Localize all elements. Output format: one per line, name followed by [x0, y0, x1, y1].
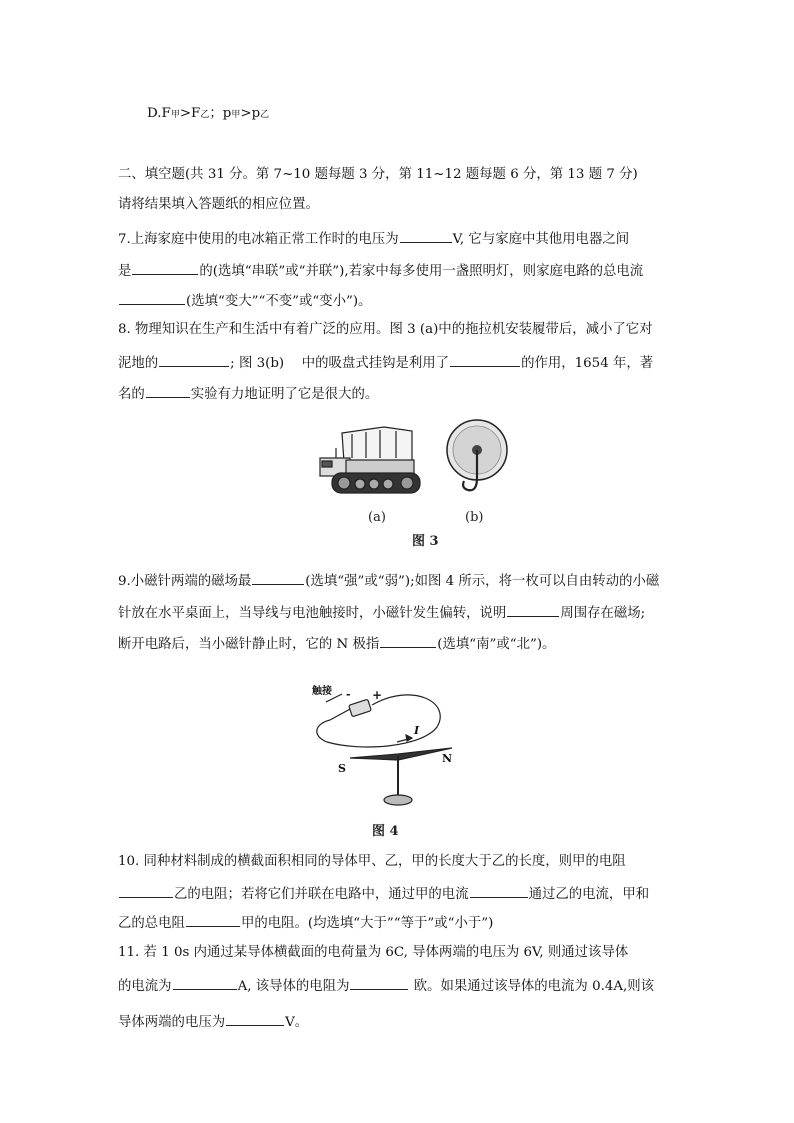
- subscript: 甲: [170, 110, 180, 120]
- answer-blank[interactable]: [159, 353, 229, 367]
- question-7-line-1: [118, 229, 629, 249]
- question-9-line-1: [118, 571, 659, 591]
- question-8-line-1: 8. 物理知识在生产和生活中有着广泛的应用。图 3 (a)中的拖拉机安装履带后，减小了它对: [118, 322, 653, 337]
- figure-3-label-b: (b): [465, 510, 484, 525]
- question-text: 甲的电阻。(均选填“大于”“等于”或“小于”): [240, 916, 494, 931]
- figure-4: [302, 672, 472, 844]
- subscript: 乙: [260, 110, 270, 120]
- question-text: V。: [285, 1015, 309, 1030]
- question-9-line-3: [118, 634, 555, 654]
- south-pole-label: S: [338, 762, 346, 775]
- question-text: 的(选填“串联”或“并联”),若家中每多使用一盏照明灯，则家庭电路的总电流: [199, 264, 644, 279]
- question-11-line-3: [118, 1012, 308, 1032]
- answer-blank[interactable]: [507, 603, 559, 617]
- answer-blank[interactable]: [400, 229, 452, 243]
- tractor-illustration: [320, 427, 420, 493]
- answer-blank[interactable]: [380, 634, 436, 648]
- option-d-text: >F: [179, 106, 201, 121]
- question-text: (选填“强”或“弱”);如图 4 所示，将一枚可以自由转动的小磁: [305, 574, 660, 589]
- question-text: (选填“南”或“北”)。: [437, 637, 556, 652]
- question-text: 欧。如果通过该导体的电流为 0.4A,则该: [409, 979, 655, 994]
- question-text: A, 该导体的电阻为: [237, 979, 350, 994]
- question-9-line-2: [118, 603, 645, 623]
- question-11-line-2: [118, 976, 654, 996]
- question-7-line-2: [118, 261, 643, 281]
- figure-3-label-a: (a): [368, 510, 386, 525]
- question-text: 9.小磁针两端的磁场最: [118, 574, 252, 589]
- answer-blank[interactable]: [186, 913, 240, 927]
- wire-end: [330, 708, 352, 720]
- question-text: (选填“变大”“不变”或“变小”)。: [186, 294, 372, 309]
- option-d-text: ；p: [209, 106, 232, 121]
- question-11-line-1: 11. 若 1 0s 内通过某导体横截面的电荷量为 6C, 导体两端的电压为 6V, 则通过该导体: [118, 945, 629, 960]
- question-text: 泥地的: [118, 356, 159, 371]
- north-pole-label: N: [442, 752, 453, 765]
- question-text: ; 图 3(b) 中的吸盘式挂钩是利用了: [230, 356, 450, 371]
- minus-label: -: [346, 688, 351, 701]
- question-text: 周围存在磁场;: [560, 606, 646, 621]
- question-8-line-2: [118, 353, 653, 373]
- plus-label: +: [372, 688, 383, 702]
- question-text: 是: [118, 264, 132, 279]
- answer-blank[interactable]: [146, 384, 190, 398]
- option-d-text: D.F: [147, 106, 171, 121]
- question-10-line-1: 10. 同种材料制成的横截面积相同的导体甲、乙，甲的长度大于乙的长度，则甲的电阻: [118, 854, 626, 869]
- answer-blank[interactable]: [226, 1012, 284, 1026]
- answer-blank[interactable]: [119, 291, 185, 305]
- question-text: 的作用，1654 年，著: [521, 356, 654, 371]
- question-10-line-3: [118, 913, 493, 933]
- question-text: 导体两端的电压为: [118, 1015, 226, 1030]
- suction-hook-illustration: [447, 420, 507, 490]
- question-8-line-3: [118, 384, 378, 404]
- option-d-text: >p: [240, 106, 261, 121]
- question-text: 乙的电阻；若将它们并联在电路中，通过甲的电流: [174, 887, 469, 902]
- question-text: 的电流为: [118, 979, 172, 994]
- question-7-line-3: [118, 291, 371, 311]
- question-text: 实验有力地证明了它是很大的。: [190, 387, 379, 402]
- answer-blank[interactable]: [350, 976, 408, 990]
- figure-4-caption: 图 4: [372, 824, 399, 839]
- battery-icon: [349, 699, 372, 717]
- question-10-line-2: [118, 884, 649, 904]
- answer-blank[interactable]: [450, 353, 520, 367]
- question-text: 乙的总电阻: [118, 916, 185, 931]
- subscript: 甲: [231, 110, 241, 120]
- wire-loop: [317, 695, 440, 747]
- question-text: 通过乙的电流，甲和: [528, 887, 650, 902]
- figure-3: [312, 418, 524, 550]
- question-text: 断开电路后，当小磁针静止时，它的 N 极指: [118, 637, 380, 652]
- section-heading: 二、填空题(共 31 分。第 7~10 题每题 3 分，第 11~12 题每题 6 分，第 13 题 7 分): [118, 167, 638, 182]
- question-text: V, 它与家庭中其他用电器之间: [452, 232, 630, 247]
- answer-blank[interactable]: [132, 261, 198, 275]
- option-d: [147, 105, 269, 124]
- answer-blank[interactable]: [470, 884, 528, 898]
- magnetic-needle: [350, 748, 452, 760]
- question-text: 针放在水平桌面上，当导线与电池触接时，小磁针发生偏转，说明: [118, 606, 507, 621]
- figure-3-caption: 图 3: [412, 534, 439, 549]
- subscript: 乙: [200, 110, 210, 120]
- current-label: I: [414, 724, 420, 737]
- answer-blank[interactable]: [173, 976, 237, 990]
- question-text: 名的: [118, 387, 145, 402]
- question-text: 7.上海家庭中使用的电冰箱正常工作时的电压为: [118, 232, 399, 247]
- answer-blank[interactable]: [119, 884, 173, 898]
- answer-blank[interactable]: [252, 571, 304, 585]
- touch-label: 触接: [312, 686, 332, 697]
- section-instruction: 请将结果填入答题纸的相应位置。: [118, 197, 319, 212]
